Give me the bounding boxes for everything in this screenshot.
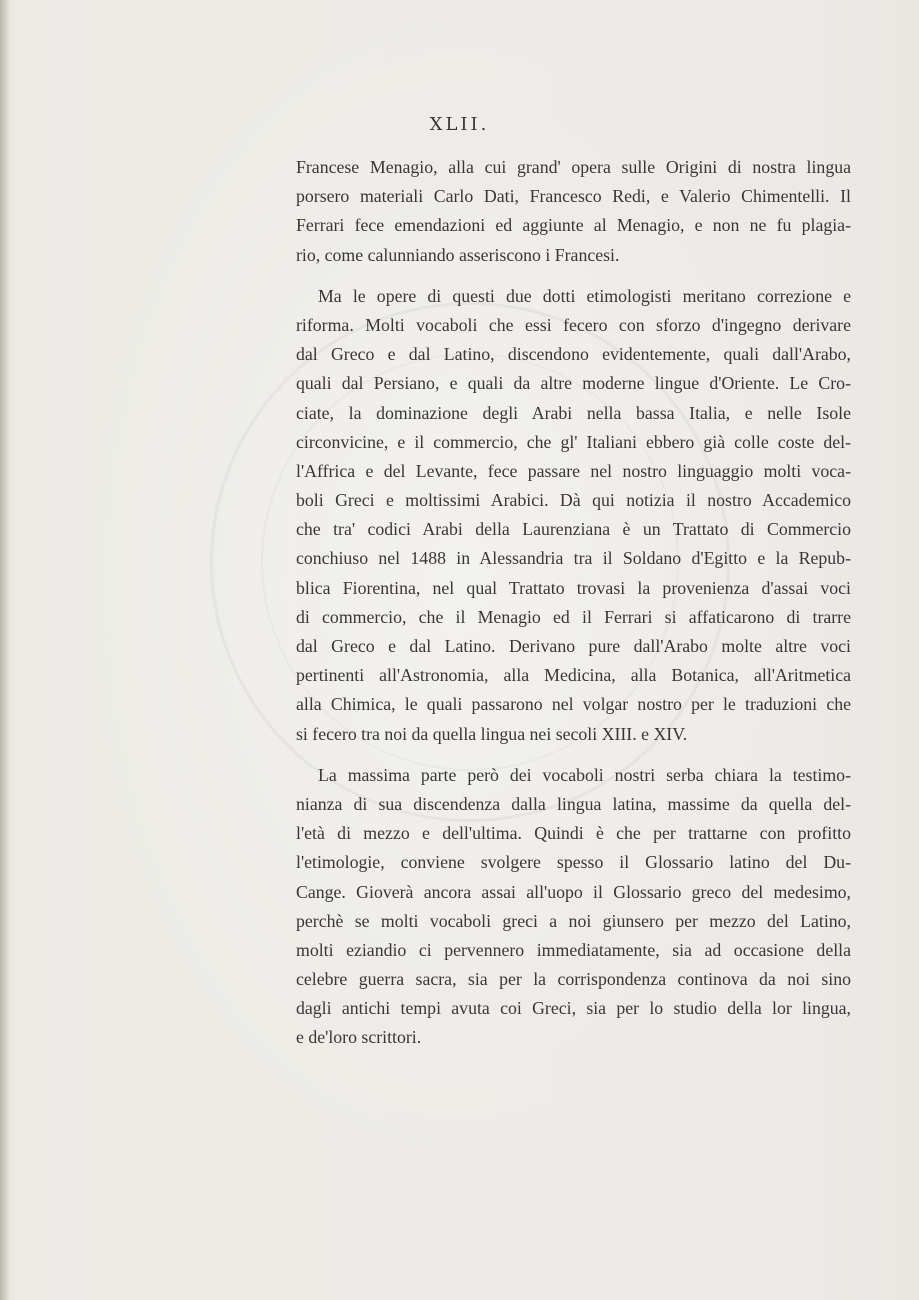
text-line: molti eziandio ci pervennero immediatamente, sia ad occasione della — [296, 939, 851, 960]
paragraph-2 — [296, 282, 851, 749]
text-line: alla Chimica, le quali passarono nel volgar nostro per le traduzioni che — [296, 694, 851, 715]
text-line: Cange. Gioverà ancora assai all'uopo il Glossario greco del medesimo, — [296, 881, 851, 902]
text-line: dagli antichi tempi avuta coi Greci, sia per lo studio della lor lingua, — [296, 998, 851, 1019]
text-line: celebre guerra sacra, sia per la corrispondenza continova da noi sino — [296, 969, 851, 990]
text-line: rio, come calunniando asseriscono i Francesi. — [296, 244, 620, 265]
text-line: che tra' codici Arabi della Laurenziana è un Trattato di Commercio — [296, 519, 851, 540]
text-line: Francese Menagio, alla cui grand' opera sulle Origini di nostra lingua — [296, 157, 851, 177]
text-line: ciate, la dominazione degli Arabi nella bassa Italia, e nelle Isole — [296, 402, 851, 423]
body-text — [296, 153, 851, 1053]
text-line: perchè se molti vocaboli greci a noi giunsero per mezzo del Latino, — [296, 910, 851, 931]
page-number-heading: XLII. — [429, 114, 490, 135]
text-line: e de'loro scrittori. — [296, 1027, 422, 1048]
text-line: porsero materiali Carlo Dati, Francesco Redi, e Valerio Chimentelli. Il — [296, 186, 851, 207]
text-line: dal Greco e dal Latino. Derivano pure dall'Arabo molte altre voci — [296, 636, 851, 656]
text-line: conchiuso nel 1488 in Alessandria tra il Soldano d'Egitto e la Repub- — [296, 548, 851, 569]
text-line: pertinenti all'Astronomia, alla Medicina, alla Botanica, all'Aritmetica — [296, 665, 851, 686]
text-line: l'età di mezzo e dell'ultima. Quindi è che per trattarne con profitto — [296, 823, 851, 844]
text-line: si fecero tra noi da quella lingua nei secoli XIII. e XIV. — [296, 723, 688, 744]
text-line: quali dal Persiano, e quali da altre moderne lingue d'Oriente. Le Cro- — [296, 373, 851, 394]
text-line: Ma le opere di questi due dotti etimologisti meritano correzione e — [318, 285, 851, 306]
paragraph-3 — [296, 761, 851, 1053]
binding-edge — [0, 0, 10, 1300]
text-line: circonvicine, e il commercio, che gl' Italiani ebbero già colle coste del- — [296, 431, 851, 452]
text-line: La massima parte però dei vocaboli nostri serba chiara la testimo- — [318, 764, 851, 785]
text-line: blica Fiorentina, nel qual Trattato trovasi la provenienza d'assai voci — [296, 577, 851, 598]
text-line: l'Affrica e del Levante, fece passare nel nostro linguaggio molti voca- — [296, 460, 851, 481]
text-line: boli Greci e moltissimi Arabici. Dà qui notizia il nostro Accademico — [296, 490, 851, 511]
text-line: l'etimologie, conviene svolgere spesso il Glossario latino del Du- — [296, 852, 851, 873]
paragraph-gap — [296, 749, 851, 761]
text-line: Ferrari fece emendazioni ed aggiunte al Menagio, e non ne fu plagia- — [296, 215, 851, 236]
text-line: nianza di sua discendenza dalla lingua latina, massime da quella del- — [296, 793, 851, 814]
text-line: riforma. Molti vocaboli che essi fecero con sforzo d'ingegno derivare — [296, 314, 851, 335]
paragraph-1 — [296, 153, 851, 270]
text-line: di commercio, che il Menagio ed il Ferrari si affaticarono di trarre — [296, 606, 851, 627]
text-line: dal Greco e dal Latino, discendono evidentemente, quali dall'Arabo, — [296, 344, 851, 365]
paragraph-gap — [296, 270, 851, 282]
